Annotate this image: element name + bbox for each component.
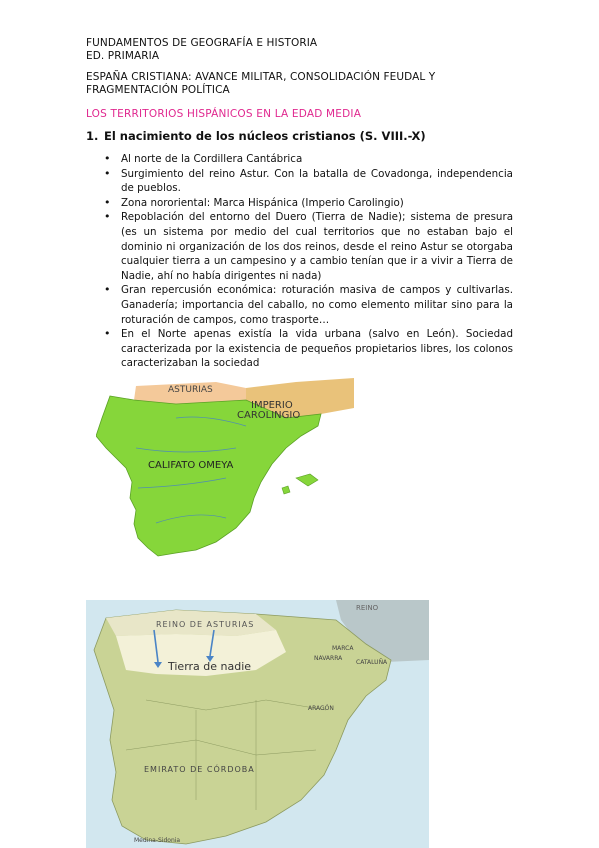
course-title: FUNDAMENTOS DE GEOGRAFÍA E HISTORIA (86, 37, 318, 49)
label-marca: MARCA (332, 645, 354, 652)
list-item: • Al norte de la Cordillera Cantábrica (104, 152, 513, 167)
section-title: El nacimiento de los núcleos cristianos (S. VIII.-X) (104, 129, 426, 143)
list-item: • Zona nororiental: Marca Hispánica (Imperio Carolingio) (104, 196, 513, 211)
label-tierra-nadie: Tierra de nadie (168, 660, 252, 673)
list-item: • Gran repercusión económica: roturación masiva de campos y cultivarlas. Ganadería; importancia del caballo, no como elemento militar sino para la roturación de campos, como trasporte… (104, 283, 513, 327)
section-number: 1. (86, 129, 99, 143)
label-reino-asturias: REINO DE ASTURIAS (156, 620, 255, 629)
label-navarra: NAVARRA (314, 655, 343, 662)
course-level: ED. PRIMARIA (86, 50, 160, 62)
topic-title: ESPAÑA CRISTIANA: AVANCE MILITAR, CONSOLIDACIÓN FEUDAL Y FRAGMENTACIÓN POLÍTICA (86, 71, 436, 96)
section-heading (86, 129, 426, 143)
label-reino-franco: REINO (356, 604, 379, 612)
label-medina: Medina-Sidonia (134, 837, 181, 844)
label-asturias: ASTURIAS (168, 385, 213, 395)
list-item: • Repoblación del entorno del Duero (Tierra de Nadie); sistema de presura (es un sistema por medio del cual territorios que no estaban bajo el dominio ni organización de los dos reinos, desde el reino Astur se otorgaba cualquier tierra a un campesino y a cambio tenían que ir a vivir a Tierra de Nadie, ahí no había dirigentes ni nada) (104, 210, 513, 283)
map-califato (96, 378, 356, 570)
bullet-list (104, 152, 513, 371)
label-califato: CALIFATO OMEYA (148, 460, 234, 471)
page-subtitle: LOS TERRITORIOS HISPÁNICOS EN LA EDAD MEDIA (86, 108, 362, 120)
label-carolingio: CAROLINGIO (237, 410, 301, 421)
label-emirato: EMIRATO DE CÓRDOBA (144, 765, 255, 774)
label-cataluna: CATALUÑA (356, 659, 388, 666)
map-emirato (86, 600, 429, 848)
list-item: • En el Norte apenas existía la vida urbana (salvo en León). Sociedad caracterizada por la existencia de pequeños propietarios libres, los colonos caracterizaban la sociedad (104, 327, 513, 371)
label-aragon: ARAGÓN (308, 705, 334, 712)
list-item: • Surgimiento del reino Astur. Con la batalla de Covadonga, independencia de pueblos. (104, 167, 513, 196)
label-imperio: IMPERIO (251, 400, 293, 411)
